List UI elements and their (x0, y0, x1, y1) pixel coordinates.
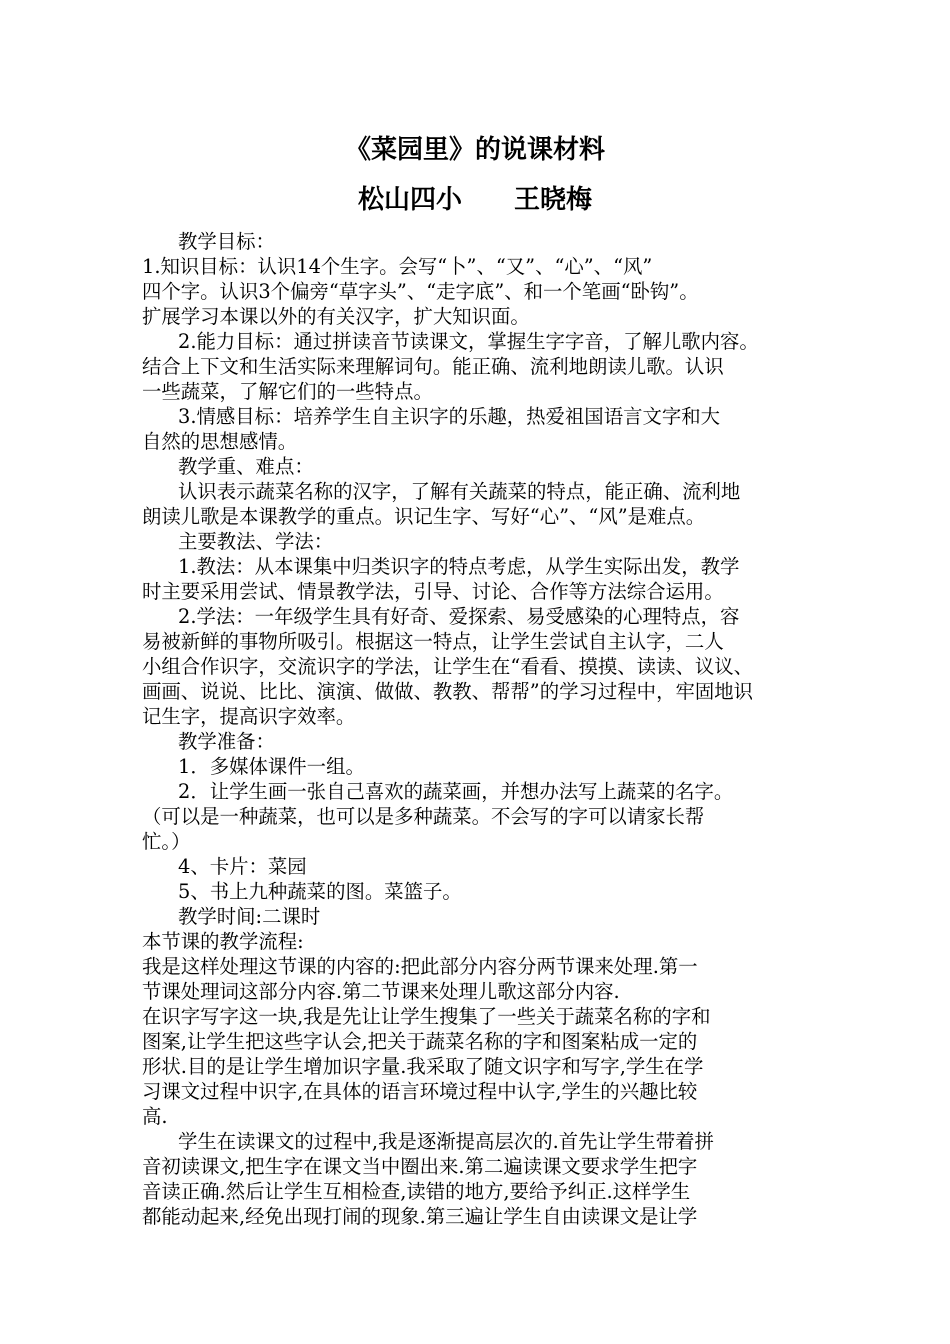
text-line: （可以是一种蔬菜，也可以是多种蔬菜。不会写的字可以请家长帮 (142, 805, 705, 828)
text-line: 音读正确.然后让学生互相检查,读错的地方,要给予纠正.这样学生 (142, 1180, 691, 1203)
heading-teaching-time: 教学时间:二课时 (178, 905, 321, 928)
text-line: 4、卡片：菜园 (178, 855, 307, 878)
text-line: 2．让学生画一张自己喜欢的蔬菜画，并想办法写上蔬菜的名字。 (178, 780, 734, 803)
document-title: 《菜园里》的说课材料 (344, 135, 605, 165)
heading-methods: 主要教法、学法： (178, 530, 334, 553)
text-line: 结合上下文和生活实际来理解词句。能正确、流利地朗读儿歌。认识 (142, 355, 724, 378)
author-line (0, 183, 950, 217)
heading-process: 本节课的教学流程: (142, 930, 304, 953)
text-line: 自然的思想感情。 (142, 430, 298, 453)
text-line: 都能动起来,经免出现打闹的现象.第三遍让学生自由读课文是让学 (142, 1205, 698, 1228)
text-line: 学生在读课文的过程中,我是逐渐提高层次的.首先让学生带着拼 (178, 1130, 714, 1153)
text-line: 节课处理词这部分内容.第二节课来处理儿歌这部分内容. (142, 980, 620, 1003)
text-line: 忙。） (142, 830, 191, 853)
school-name: 松山四小 (357, 185, 462, 215)
text-line: 图案,让学生把这些字认会,把关于蔬菜名称的字和图案粘成一定的 (142, 1030, 698, 1053)
text-line: 1．多媒体课件一组。 (178, 755, 365, 778)
text-line: 3.情感目标：培养学生自主识字的乐趣，热爱祖国语言文字和大 (178, 405, 721, 428)
text-line: 1.教法：从本课集中归类识字的特点考虑，从学生实际出发，教学 (178, 555, 740, 578)
text-line: 5、书上九种蔬菜的图。菜篮子。 (178, 880, 462, 903)
text-line: 习课文过程中识字,在具体的语言环境过程中认字,学生的兴趣比较 (142, 1080, 698, 1103)
text-line: 画画、说说、比比、演演、做做、教教、帮帮”的学习过程中，牢固地识 (142, 680, 754, 703)
text-line: 四个字。认识3个偏旁“草字头”、“走字底”、和一个笔画“卧钩”。 (142, 280, 699, 303)
text-line: 2.能力目标：通过拼读音节读课文，掌握生字字音，了解儿歌内容。 (178, 330, 759, 353)
text-line: 形状.目的是让学生增加识字量.我采取了随文识字和写字,学生在学 (142, 1055, 704, 1078)
text-line: 音初读课文,把生字在课文当中圈出来.第二遍读课文要求学生把字 (142, 1155, 698, 1178)
text-line: 时主要采用尝试、情景教学法，引导、讨论、合作等方法综合运用。 (142, 580, 724, 603)
text-line: 扩展学习本课以外的有关汉字，扩大知识面。 (142, 305, 530, 328)
text-line: 一些蔬菜，了解它们的一些特点。 (142, 380, 433, 403)
text-line: 2.学法：一年级学生具有好奇、爱探索、易受感染的心理特点，容 (178, 605, 740, 628)
text-line: 在识字写字这一块,我是先让让学生搜集了一些关于蔬菜名称的字和 (142, 1005, 711, 1028)
text-line: 认识表示蔬菜名称的汉字，了解有关蔬菜的特点，能正确、流利地 (178, 480, 741, 503)
text-line: 小组合作识字，交流识字的学法，让学生在“看看、摸摸、读读、议议、 (142, 655, 754, 678)
text-line: 易被新鲜的事物所吸引。根据这一特点，让学生尝试自主认字，二人 (142, 630, 724, 653)
heading-key-points: 教学重、难点： (178, 455, 314, 478)
author-name: 王晓梅 (514, 185, 593, 215)
text-line: 朗读儿歌是本课教学的重点。识记生字、写好“心”、“风”是难点。 (142, 505, 706, 528)
text-line: 我是这样处理这节课的内容的:把此部分内容分两节课来处理.第一 (142, 955, 698, 978)
text-line: 1.知识目标：认识14个生字。会写“卜”、“又”、“心”、“风” (142, 255, 653, 278)
heading-preparation: 教学准备： (178, 730, 275, 753)
heading-teaching-goals: 教学目标： (178, 230, 275, 253)
text-line: 记生字，提高识字效率。 (142, 705, 356, 728)
text-line: 高. (142, 1105, 168, 1128)
